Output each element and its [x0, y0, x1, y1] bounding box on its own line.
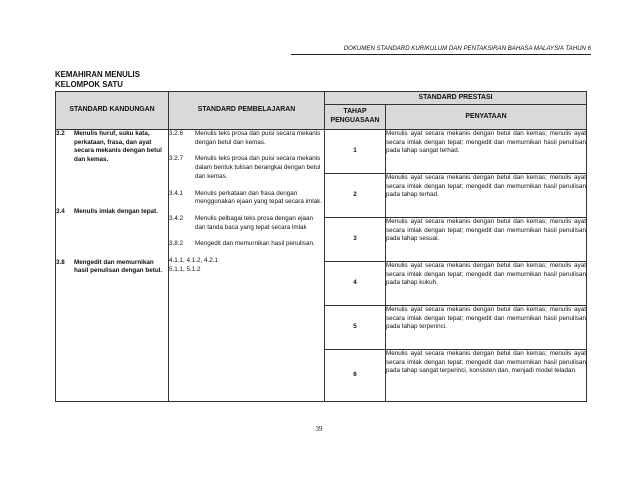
- tahap-level: 1: [325, 130, 386, 174]
- header-standard-prestasi: STANDARD PRESTASI: [325, 92, 587, 105]
- penyataan-text: Menulis ayat secara mekanis dengan betul dan kemas; menulis ayat secara imlak dengan tepat; mengedit dan memurnikan hasil penulisan pada tahap kukuh.: [386, 262, 587, 306]
- pembelajaran-item: [169, 190, 324, 207]
- kandungan-item: [56, 208, 168, 217]
- kandungan-text: Menulis huruf, suku kata, perkataan, frasa, dan ayat secara mekanis dengan betul dan kemas.: [74, 130, 162, 164]
- kandungan-number: 3.8: [56, 258, 65, 266]
- reference-line: 4.1.1, 4.1.2, 4.2.1: [169, 257, 219, 265]
- tahap-level: 3: [325, 218, 386, 262]
- tahap-level: 4: [325, 262, 386, 306]
- header-penyataan: PENYATAAN: [386, 105, 587, 130]
- pembelajaran-number: 3.2.6: [169, 130, 184, 137]
- pembelajaran-text: Menulis teks prosa dan puisi secara mekanis dalam bentuk tulisan berangkai dengan betul dan kemas.: [195, 155, 321, 180]
- curriculum-table: [55, 91, 587, 402]
- kandungan-item: [56, 259, 168, 276]
- pembelajaran-text: Menulis perkataan dan frasa dengan menggunakan ejaan yang tepat secara imlak.: [195, 189, 323, 206]
- reference-line: 5.1.1, 5.1.2: [169, 265, 201, 273]
- pembelajaran-text: Menulis pelbagai teks prosa dengan ejaan dan tanda baca yang tepat secara imlak: [195, 214, 313, 231]
- section-heading: [55, 70, 140, 90]
- standard-pembelajaran-cell: [169, 130, 325, 402]
- pembelajaran-text: Mengedit dan memurnikan hasil penulisan.: [195, 240, 315, 248]
- document-header: DOKUMEN STANDARD KURIKULUM DAN PENTAKSIRAN BAHASA MALAYSIA TAHUN 6: [291, 45, 591, 55]
- kandungan-item: [56, 130, 168, 165]
- pembelajaran-item: [169, 240, 324, 249]
- penyataan-text: Menulis ayat secara mekanis dengan betul dan kemas; menulis ayat secara imlak dengan tepat; mengedit dan memurnikan hasil penulisan pada tahap terperinci.: [386, 306, 587, 350]
- page-number: 39: [315, 425, 323, 433]
- pembelajaran-item: [169, 130, 324, 147]
- tahap-level: 5: [325, 306, 386, 350]
- tahap-level: 2: [325, 174, 386, 218]
- pembelajaran-text: Menulis teks prosa dan puisi secara mekanis dengan betul dan kemas.: [195, 130, 321, 146]
- kandungan-number: 3.2: [56, 130, 65, 137]
- penyataan-text: Menulis ayat secara mekanis dengan betul dan kemas; menulis ayat secara imlak dengan tepat; mengedit dan memurnikan hasil penulisan pada tahap terhad.: [386, 174, 587, 218]
- section-subtitle: KELOMPOK SATU: [55, 80, 123, 89]
- tahap-level: 6: [325, 350, 386, 402]
- header-standard-pembelajaran: STANDARD PEMBELAJARAN: [169, 92, 325, 130]
- penyataan-text: Menulis ayat secara mekanis dengan betul dan kemas; menulis ayat secara imlak dengan tepat; mengedit dan memurnikan hasil penulisan pada tahap sangat terhad.: [386, 130, 587, 174]
- reference-list: [169, 257, 324, 274]
- pembelajaran-number: 3.4.2: [169, 214, 184, 222]
- kandungan-text: Menulis imlak dengan tepat.: [74, 207, 158, 215]
- header-tahap-penguasaan: TAHAP PENGUASAAN: [325, 105, 386, 130]
- pembelajaran-item: [169, 155, 324, 181]
- penyataan-text: Menulis ayat secara mekanis dengan betul dan kemas; menulis ayat secara imlak dengan tepat; mengedit dan memurnikan hasil penulisan pada tahap sangat terperinci, konsisten dan, menjadi model teladan.: [386, 350, 587, 402]
- header-standard-kandungan: STANDARD KANDUNGAN: [56, 92, 169, 130]
- pembelajaran-number: 3.2.7: [169, 155, 184, 163]
- section-title: KEMAHIRAN MENULIS: [55, 70, 140, 79]
- standard-kandungan-cell: [56, 130, 169, 402]
- pembelajaran-number: 3.8.2: [169, 240, 184, 248]
- kandungan-text: Mengedit dan memurnikan hasil penulisan dengan betul.: [74, 258, 163, 275]
- pembelajaran-number: 3.4.1: [169, 189, 184, 197]
- penyataan-text: Menulis ayat secara mekanis dengan betul dan kemas; menulis ayat secara imlak dengan tepat; mengedit dan memurnikan hasil penulisan pada tahap sesuai.: [386, 218, 587, 262]
- pembelajaran-item: [169, 215, 324, 232]
- kandungan-number: 3.4: [56, 207, 65, 215]
